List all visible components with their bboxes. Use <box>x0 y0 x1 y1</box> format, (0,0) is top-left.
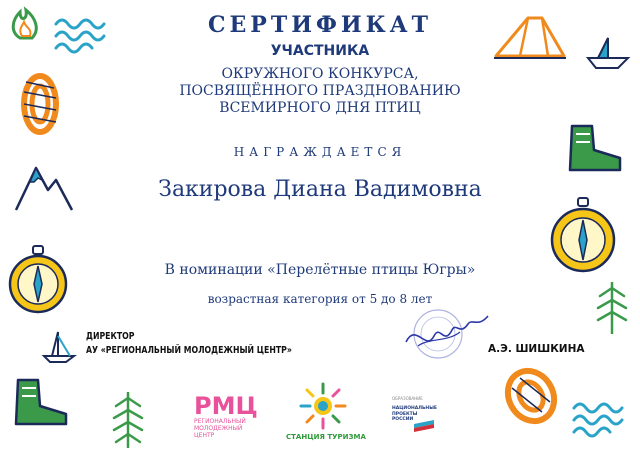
tourism-station-logo-icon <box>298 380 348 432</box>
national-projects-logo <box>392 396 436 434</box>
director-org: АУ «РЕГИОНАЛЬНЫЙ МОЛОДЕЖНЫЙ ЦЕНТР» <box>86 345 292 356</box>
rmc-logo-mark <box>194 392 264 418</box>
contest-line: ПОСВЯЩЁННОГО ПРАЗДНОВАНИЮ <box>179 83 461 99</box>
tourism-station-name: СТАНЦИЯ ТУРИЗМА <box>286 433 366 441</box>
rmc-caption-line: МОЛОДЕЖНЫЙ <box>194 425 243 432</box>
official-stamp-signature <box>398 302 494 362</box>
director-title: ДИРЕКТОР <box>86 331 135 342</box>
rmc-caption-line: РЕГИОНАЛЬНЫЙ <box>194 418 246 425</box>
rmc-caption-line: ЦЕНТР <box>194 432 215 439</box>
pine-branch-icon <box>592 278 632 336</box>
pine-branch-icon <box>108 388 148 450</box>
rmc-abbrev: РМЦ <box>194 392 258 418</box>
certificate-subtitle: УЧАСТНИКА <box>270 43 370 59</box>
contest-line: ВСЕМИРНОГО ДНЯ ПТИЦ <box>219 100 421 116</box>
certificate-title: СЕРТИФИКАТ <box>208 12 432 38</box>
national-projects-top: ОБРАЗОВАНИЕ <box>392 396 423 401</box>
rope-coil-icon <box>498 360 564 430</box>
contest-description <box>0 66 640 117</box>
director-block <box>86 330 292 358</box>
age-category: возрастная категория от 5 до 8 лет <box>207 292 433 306</box>
nomination-text: В номинации «Перелётные птицы Югры» <box>164 262 476 278</box>
national-projects-line: НАЦИОНАЛЬНЫЕ <box>392 406 437 411</box>
hiking-boot-icon <box>10 376 72 430</box>
rmc-logo-caption <box>194 418 246 439</box>
national-projects-flag-icon <box>414 420 434 432</box>
paper-boat-icon <box>40 326 78 364</box>
recipient-name: Закирова Диана Вадимовна <box>158 177 482 202</box>
national-projects-line: ПРОЕКТЫ <box>392 411 418 417</box>
awarded-label: НАГРАЖДАЕТСЯ <box>233 145 407 159</box>
national-projects-line: РОССИИ <box>392 417 414 422</box>
wave-icon <box>572 396 634 446</box>
contest-line: ОКРУЖНОГО КОНКУРСА, <box>221 66 419 82</box>
signer-name: А.Э. ШИШКИНА <box>488 343 585 355</box>
